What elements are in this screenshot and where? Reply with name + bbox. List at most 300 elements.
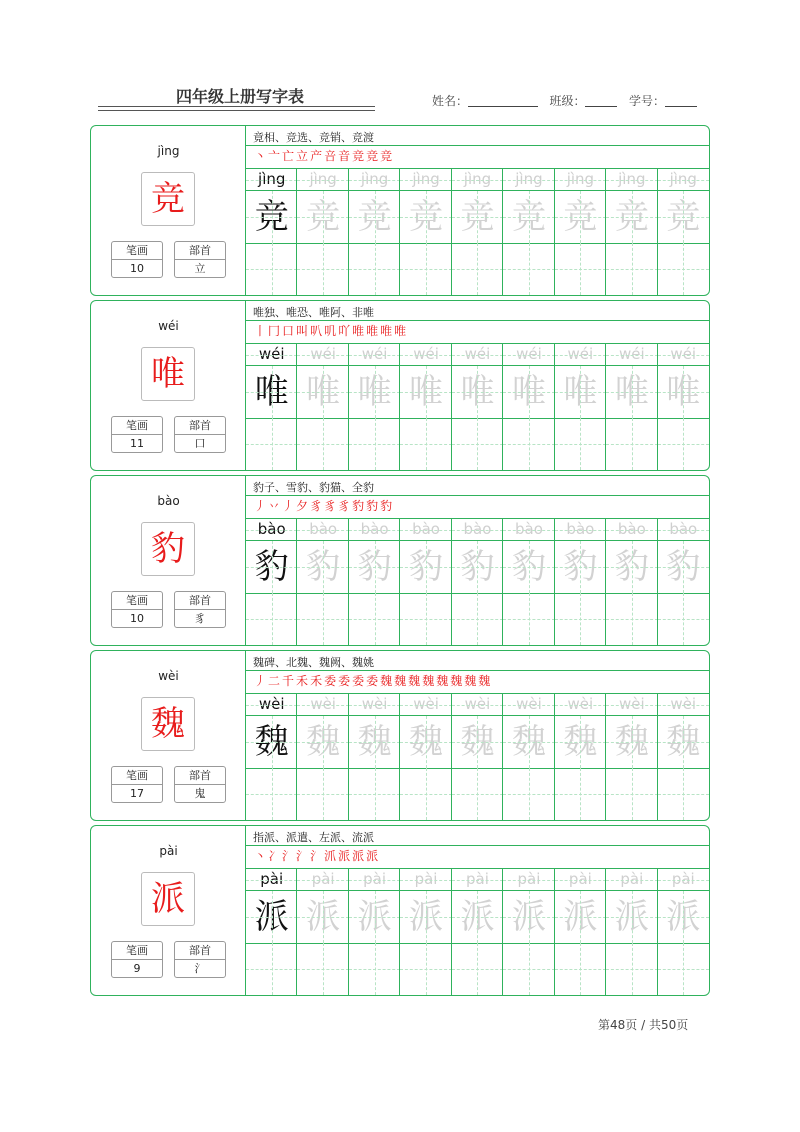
practice-cell[interactable] [658,694,709,820]
stroke-order [254,322,408,340]
practice-cell[interactable] [297,869,348,995]
stroke-step: 丶 [254,149,267,163]
stroke-step: 氵 [296,849,309,863]
grid-guide-horizontal [246,794,297,795]
stroke-count-box [111,241,163,278]
char-trace: 魏 [614,722,649,762]
practice-cell[interactable] [555,519,606,645]
char-trace: 派 [306,897,341,937]
pinyin-trace: wéi [503,344,554,366]
stroke-step: 唯 [352,324,365,338]
pinyin-trace: jìng [503,169,554,191]
practice-panel [246,126,709,295]
practice-panel [246,651,709,820]
example-words: 豹子、雪豹、豹猫、全豹 [253,481,374,494]
practice-cell[interactable] [400,694,451,820]
practice-cell[interactable] [503,694,554,820]
grid-guide-horizontal [503,619,554,620]
char-pinyin: pài [159,844,178,858]
stroke-step: 氵 [310,849,323,863]
stroke-order [254,847,380,865]
practice-cell[interactable] [297,519,348,645]
grid-guide-horizontal [246,969,297,970]
practice-cell[interactable] [452,519,503,645]
stroke-step: 派 [352,849,365,863]
grid-guide-horizontal [349,567,400,568]
pinyin-trace: jìng [297,169,348,191]
char-trace: 魏 [511,722,546,762]
pinyin-guide-line [349,880,400,881]
practice-cell[interactable] [400,869,451,995]
pinyin-guide-line [400,530,451,531]
row-divider [246,145,709,146]
grid-guide-horizontal [606,392,657,393]
pinyin-trace: wèi [297,694,348,716]
char-trace: 竞 [563,197,598,237]
radical-value: 豸 [194,612,206,625]
stroke-count-value: 9 [133,962,141,975]
char-display: 竞 [151,179,185,219]
grid-guide-horizontal [606,917,657,918]
practice-cell[interactable] [349,169,400,295]
pinyin-guide-line [297,355,348,356]
stroke-step: 委 [366,674,379,688]
stroke-count-box [111,941,163,978]
grid-guide-horizontal [452,392,503,393]
radical-label: 部首 [175,592,225,610]
practice-cell[interactable] [400,344,451,470]
stroke-step: 魏 [394,674,407,688]
stroke-step: 委 [352,674,365,688]
stroke-count-label: 笔画 [112,942,162,960]
stroke-order [254,147,394,165]
practice-cell[interactable] [658,519,709,645]
pinyin-guide-line [555,880,606,881]
pinyin-guide-line [452,355,503,356]
grid-guide-horizontal [658,794,709,795]
pinyin-trace: bào [297,519,348,541]
grid-guide-horizontal [606,619,657,620]
pinyin-trace: wèi [400,694,451,716]
char-trace: 竞 [306,197,341,237]
pinyin-trace: pài [400,869,451,891]
practice-cell[interactable] [503,869,554,995]
char-trace: 魏 [357,722,392,762]
pinyin-guide-line [555,180,606,181]
practice-cell[interactable] [297,344,348,470]
grid-guide-horizontal [452,444,503,445]
pinyin-trace: wéi [246,344,297,366]
grid-guide-horizontal [297,392,348,393]
pinyin-guide-line [503,180,554,181]
grid-guide-horizontal [349,619,400,620]
grid-guide-horizontal [452,217,503,218]
char-trace: 竞 [254,197,289,237]
radical-value: 口 [194,437,206,450]
practice-cell[interactable] [658,169,709,295]
stroke-step: 唯 [380,324,393,338]
radical-label: 部首 [175,417,225,435]
radical-label: 部首 [175,942,225,960]
practice-cell[interactable] [555,344,606,470]
char-display: 魏 [151,704,185,744]
char-display-box [141,172,195,226]
radical-box [174,766,226,803]
char-trace: 派 [511,897,546,937]
grid-guide-horizontal [452,269,503,270]
grid-guide-horizontal [297,742,348,743]
pinyin-trace: bào [452,519,503,541]
grid-guide-horizontal [246,217,297,218]
stroke-step: 委 [338,674,351,688]
grid-guide-horizontal [400,794,451,795]
stroke-step: 魏 [464,674,477,688]
grid-guide-horizontal [400,742,451,743]
grid-guide-horizontal [503,794,554,795]
pinyin-guide-line [246,705,297,706]
char-display: 唯 [151,354,185,394]
pinyin-guide-line [297,180,348,181]
char-trace: 竞 [460,197,495,237]
page-number: 第48页 / 共50页 [598,1018,689,1032]
row-divider [246,670,709,671]
radical-label: 部首 [175,242,225,260]
pinyin-guide-line [658,705,709,706]
practice-cell[interactable] [297,694,348,820]
practice-cell[interactable] [606,344,657,470]
grid-guide-horizontal [246,444,297,445]
grid-guide-horizontal [503,917,554,918]
practice-cell[interactable] [606,169,657,295]
pinyin-trace: wèi [452,694,503,716]
practice-panel [246,476,709,645]
practice-cell[interactable] [606,694,657,820]
stroke-step: 吖 [338,324,351,338]
pinyin-trace: wèi [658,694,709,716]
name-blank[interactable] [468,95,538,107]
grid-guide-horizontal [349,392,400,393]
grid-guide-horizontal [658,444,709,445]
stroke-step: 丿 [282,499,295,513]
stroke-count-label: 笔画 [112,242,162,260]
stroke-step: 魏 [450,674,463,688]
pinyin-trace: wéi [400,344,451,366]
pinyin-trace: wèi [503,694,554,716]
char-pinyin: wèi [158,669,179,683]
stroke-step: 叫 [296,324,309,338]
pinyin-guide-line [658,180,709,181]
char-info-panel [91,476,246,645]
pinyin-trace: bào [400,519,451,541]
grid-guide-horizontal [400,619,451,620]
pinyin-guide-line [658,355,709,356]
grid-guide-horizontal [606,742,657,743]
pinyin-guide-line [503,880,554,881]
pinyin-guide-line [400,355,451,356]
practice-cell[interactable] [297,169,348,295]
char-trace: 派 [563,897,598,937]
char-trace: 派 [666,897,701,937]
stroke-step: 口 [282,324,295,338]
pinyin-guide-line [503,355,554,356]
grid-guide-horizontal [606,969,657,970]
stroke-step: 派 [338,849,351,863]
pinyin-trace: pài [297,869,348,891]
pinyin-guide-line [503,705,554,706]
pinyin-guide-line [246,355,297,356]
pinyin-trace: jìng [658,169,709,191]
stroke-count-value: 10 [130,262,144,275]
practice-cell[interactable] [658,869,709,995]
char-trace: 唯 [357,372,392,412]
practice-panel [246,826,709,995]
grid-guide-horizontal [606,794,657,795]
grid-guide-horizontal [400,567,451,568]
stroke-step: 派 [366,849,379,863]
character-card [90,650,710,821]
stroke-step: 二 [268,674,281,688]
pinyin-trace: jìng [246,169,297,191]
row-divider [246,320,709,321]
pinyin-guide-line [349,355,400,356]
char-pinyin: jìng [157,144,180,158]
grid-guide-horizontal [658,217,709,218]
grid-guide-horizontal [555,567,606,568]
grid-guide-horizontal [400,444,451,445]
pinyin-trace: bào [606,519,657,541]
pinyin-guide-line [297,530,348,531]
pinyin-guide-line [452,705,503,706]
id-label: 学号： [628,94,665,108]
practice-grid [246,869,709,995]
example-words: 唯独、唯恐、唯阿、非唯 [253,306,374,319]
practice-cell[interactable] [452,344,503,470]
practice-cell[interactable] [606,869,657,995]
char-display-box [141,872,195,926]
stroke-step: 魏 [478,674,491,688]
grid-guide-horizontal [452,969,503,970]
pinyin-trace: bào [658,519,709,541]
stroke-step: 唯 [366,324,379,338]
pinyin-trace: jìng [452,169,503,191]
stroke-step: 亠 [268,149,281,163]
practice-cell[interactable] [246,519,297,645]
practice-cell[interactable] [246,869,297,995]
char-trace: 豹 [666,547,701,587]
pinyin-trace: jìng [555,169,606,191]
character-card [90,825,710,996]
example-words: 魏碑、北魏、魏阙、魏姚 [253,656,374,669]
stroke-step: 亡 [282,149,295,163]
stroke-step: 竞 [366,149,379,163]
pinyin-trace: wéi [658,344,709,366]
class-blank[interactable] [585,95,617,107]
stroke-step: 禾 [296,674,309,688]
practice-cell[interactable] [349,519,400,645]
pinyin-guide-line [349,705,400,706]
grid-guide-horizontal [246,619,297,620]
title-underline-2 [98,110,375,111]
grid-guide-horizontal [503,392,554,393]
stroke-step: 豸 [338,499,351,513]
stroke-count-value: 11 [130,437,144,450]
grid-guide-horizontal [297,217,348,218]
practice-cell[interactable] [555,169,606,295]
stroke-step: 竞 [352,149,365,163]
grid-guide-horizontal [555,619,606,620]
grid-guide-horizontal [452,742,503,743]
stroke-step: 咅 [324,149,337,163]
practice-cell[interactable] [400,169,451,295]
char-trace: 唯 [666,372,701,412]
stroke-step: 唯 [394,324,407,338]
practice-cell[interactable] [503,344,554,470]
practice-cell[interactable] [452,694,503,820]
radical-box [174,241,226,278]
stroke-step: 丿 [254,499,267,513]
title-underline [98,106,375,107]
practice-cell[interactable] [606,519,657,645]
char-trace: 竞 [614,197,649,237]
char-trace: 唯 [254,372,289,412]
practice-cell[interactable] [503,169,554,295]
pinyin-guide-line [452,880,503,881]
char-trace: 豹 [511,547,546,587]
pinyin-guide-line [349,530,400,531]
pinyin-trace: wèi [606,694,657,716]
grid-guide-horizontal [606,269,657,270]
stroke-step: 丿 [254,674,267,688]
radical-box [174,416,226,453]
grid-guide-horizontal [606,567,657,568]
grid-guide-horizontal [400,917,451,918]
stroke-count-value: 10 [130,612,144,625]
pinyin-guide-line [400,705,451,706]
stroke-step: 夕 [296,499,309,513]
grid-guide-horizontal [400,392,451,393]
stroke-step: 豹 [366,499,379,513]
practice-grid [246,694,709,820]
stroke-step: 氵 [282,849,295,863]
stroke-step: 叭 [310,324,323,338]
char-trace: 竞 [357,197,392,237]
stroke-count-label: 笔画 [112,417,162,435]
practice-cell[interactable] [349,344,400,470]
example-words: 竟相、竞选、竞销、竞渡 [253,131,374,144]
character-card [90,300,710,471]
grid-guide-horizontal [297,567,348,568]
grid-guide-horizontal [452,917,503,918]
grid-guide-horizontal [297,444,348,445]
grid-guide-horizontal [349,444,400,445]
name-label: 姓名： [432,94,469,108]
char-trace: 豹 [614,547,649,587]
grid-guide-horizontal [400,269,451,270]
practice-cell[interactable] [555,869,606,995]
grid-guide-horizontal [503,217,554,218]
char-pinyin: bào [157,494,180,508]
grid-guide-horizontal [349,742,400,743]
grid-guide-horizontal [349,269,400,270]
stroke-step: 音 [338,149,351,163]
char-trace: 唯 [511,372,546,412]
char-info-panel [91,301,246,470]
practice-grid [246,519,709,645]
stroke-step: 丶 [254,849,267,863]
char-trace: 唯 [460,372,495,412]
practice-cell[interactable] [452,869,503,995]
char-trace: 竞 [511,197,546,237]
pinyin-guide-line [452,530,503,531]
id-blank[interactable] [665,95,697,107]
stroke-step: 产 [310,149,323,163]
practice-cell[interactable] [246,344,297,470]
practice-cell[interactable] [400,519,451,645]
practice-cell[interactable] [555,694,606,820]
practice-cell[interactable] [349,694,400,820]
grid-guide-horizontal [555,917,606,918]
grid-guide-horizontal [452,619,503,620]
grid-guide-horizontal [349,917,400,918]
char-display-box [141,522,195,576]
grid-guide-horizontal [555,217,606,218]
row-divider [246,495,709,496]
grid-guide-horizontal [503,567,554,568]
char-trace: 魏 [409,722,444,762]
char-display: 豹 [151,529,185,569]
pinyin-trace: wèi [555,694,606,716]
grid-guide-horizontal [452,794,503,795]
char-trace: 豹 [460,547,495,587]
character-card [90,475,710,646]
practice-cell[interactable] [246,694,297,820]
radical-box [174,941,226,978]
stroke-step: 竞 [380,149,393,163]
pinyin-guide-line [606,530,657,531]
stroke-step: 立 [296,149,309,163]
pinyin-guide-line [246,880,297,881]
grid-guide-horizontal [658,969,709,970]
grid-guide-horizontal [452,567,503,568]
stroke-count-box [111,416,163,453]
practice-cell[interactable] [246,169,297,295]
pinyin-trace: wéi [452,344,503,366]
char-trace: 豹 [563,547,598,587]
grid-guide-horizontal [297,917,348,918]
char-trace: 唯 [614,372,649,412]
practice-panel [246,301,709,470]
pinyin-guide-line [606,705,657,706]
stroke-step: 丨 [254,324,267,338]
pinyin-guide-line [400,180,451,181]
grid-guide-horizontal [503,969,554,970]
char-trace: 唯 [563,372,598,412]
pinyin-guide-line [503,530,554,531]
practice-cell[interactable] [349,869,400,995]
stroke-step: 委 [324,674,337,688]
practice-cell[interactable] [452,169,503,295]
radical-box [174,591,226,628]
grid-guide-horizontal [246,917,297,918]
char-trace: 派 [254,897,289,937]
stroke-step: 豸 [310,499,323,513]
grid-guide-horizontal [658,567,709,568]
practice-cell[interactable] [658,344,709,470]
grid-guide-horizontal [297,269,348,270]
practice-cell[interactable] [503,519,554,645]
pinyin-trace: jìng [606,169,657,191]
pinyin-trace: pài [503,869,554,891]
